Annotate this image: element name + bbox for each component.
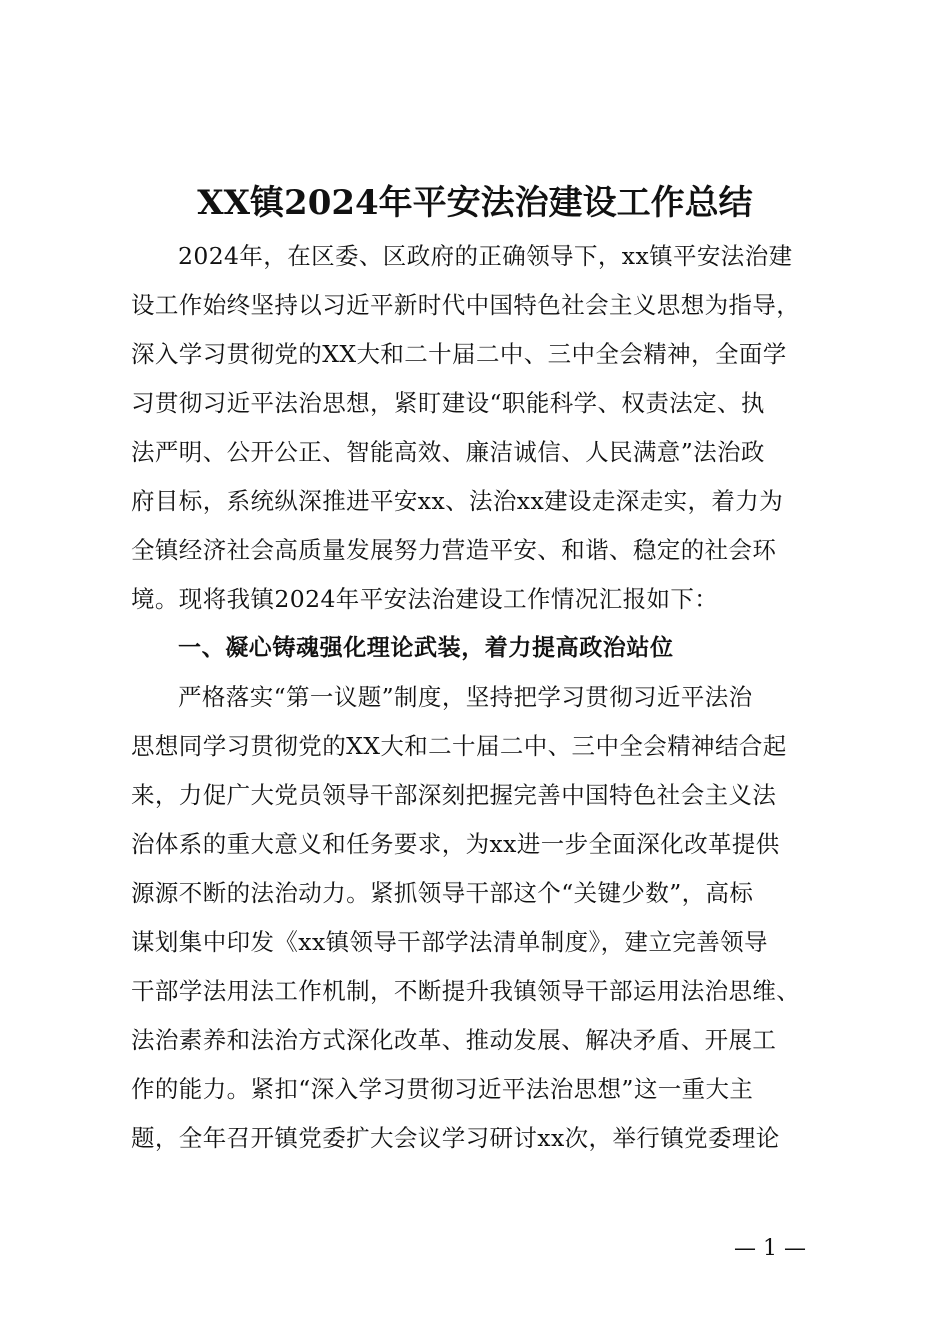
body-line: 府目标，系统纵深推进平安xx、法治xx建设走深走实，着力为 <box>131 487 784 515</box>
body-line: 设工作始终坚持以习近平新时代中国特色社会主义思想为指导， <box>131 291 801 319</box>
page-title: XX镇2024年平安法治建设工作总结 <box>197 183 753 223</box>
body-line: 习贯彻习近平法治思想，紧盯建设“职能科学、权责法定、执 <box>131 389 765 417</box>
body-line: 法治素养和法治方式深化改革、推动发展、解决矛盾、开展工 <box>131 1026 777 1054</box>
body-line: 深入学习贯彻党的XX大和二十届二中、三中全会精神，全面学 <box>131 340 787 368</box>
body-line: 干部学法用法工作机制，不断提升我镇领导干部运用法治思维、 <box>131 977 801 1005</box>
body-line: 境。现将我镇2024年平安法治建设工作情况汇报如下： <box>131 585 719 613</box>
body-line: 来，力促广大党员领导干部深刻把握完善中国特色社会主义法 <box>131 781 777 809</box>
body-line: 作的能力。紧扣“深入学习贯彻习近平法治思想”这一重大主 <box>131 1075 754 1103</box>
body-line: 2024年，在区委、区政府的正确领导下，xx镇平安法治建 <box>178 242 793 270</box>
body-line: 谋划集中印发《xx镇领导干部学法清单制度》，建立完善领导 <box>131 928 768 956</box>
body-line: 思想同学习贯彻党的XX大和二十届二中、三中全会精神结合起 <box>131 732 787 760</box>
body-line: 全镇经济社会高质量发展努力营造平安、和谐、稳定的社会环 <box>131 536 777 564</box>
body-line: 题，全年召开镇党委扩大会议学习研讨xx次，举行镇党委理论 <box>131 1124 780 1152</box>
document-body <box>131 232 831 1163</box>
page-number: — 1 — <box>734 1236 806 1261</box>
section-heading: 一、凝心铸魂强化理论武装，着力提高政治站位 <box>178 635 674 661</box>
body-line: 严格落实“第一议题”制度，坚持把学习贯彻习近平法治 <box>178 683 753 711</box>
body-line: 治体系的重大意义和任务要求，为xx进一步全面深化改革提供 <box>131 830 780 858</box>
body-line: 法严明、公开公正、智能高效、廉洁诚信、人民满意”法治政 <box>131 438 765 466</box>
body-line: 源源不断的法治动力。紧抓领导干部这个“关键少数”，高标 <box>131 879 754 907</box>
